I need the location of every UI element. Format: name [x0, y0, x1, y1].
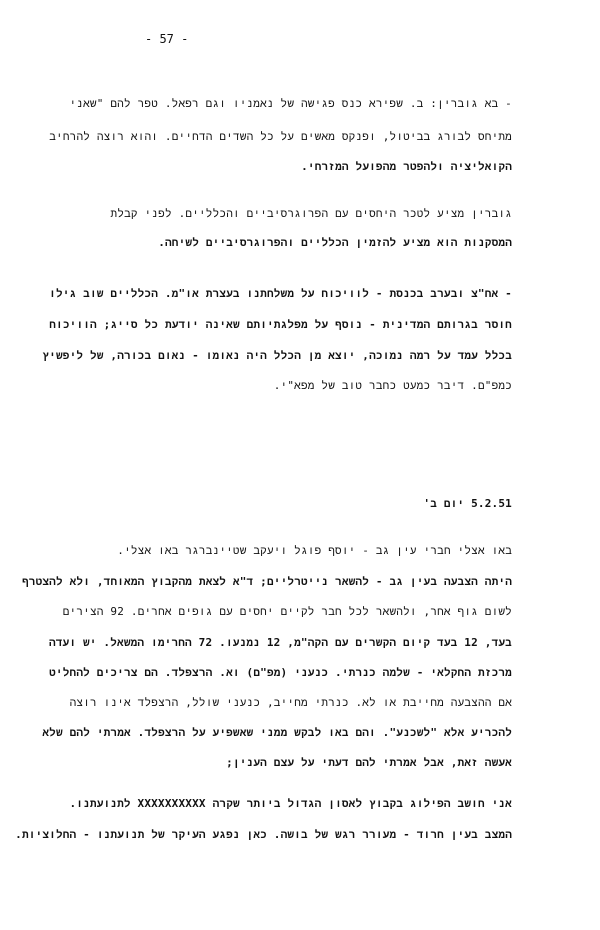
text-line: לשום גוף אחר, ולהשאר לכל חבר לקיים יחסים עם גופים אחרים. 92 הצירים	[62, 605, 512, 618]
text-line: גוברין מציע לטכר היחסים עם הפרוגרסיביים והכלליים. לפני קבלת	[110, 207, 512, 220]
text-line: אני חושב הפילוג בקבוץ לאסון הגדול ביותר שקרה XXXXXXXXXX לתנועתנו.	[69, 797, 512, 810]
text-line: בכלל עמד על רמה נמוכה, יוצא מן הכלל היה נאומו - נאום בכורה, של ליפשיץ	[42, 349, 512, 362]
text-line: המצב בעין חרוד - מעורר רגש של בושה. כאן נפגע העיקר של תנועתנו - החלוציות.	[15, 828, 512, 841]
page-number: - 57 -	[145, 32, 189, 46]
text-line: כמפ"ם. דיבר כמעט כחבר טוב של מפא"י.	[273, 379, 512, 392]
text-line: להכריע אלא "לשכנע". והם באו לבקש ממני שאשפיע על הרצפלד. אמרתי להם שלא	[42, 726, 512, 739]
text-line: אם ההצבעה מחייבת או לא. כנרתי מחייב, כנעני שולל, הרצפלד אינו רוצה	[69, 696, 512, 709]
text-line: באו אצלי חברי עין גב - יוסף פוגל ויעקב שטיינברגר באו אצלי.	[117, 544, 512, 557]
text-line: אעשה זאת, אבל אמרתי להם דעתי על עצם הענין;	[226, 756, 512, 769]
text-line: - בא גוברין: ב. שפירא כנס פגישה של נאמניו וגם רפאל. טפר להם "שאני	[69, 97, 512, 110]
text-line: חוסר בגרותם המדינית - נוסף על מפלגתיותם שאינה יודעת כל סייג; הוויכוח	[49, 318, 512, 331]
text-line: - אח"צ ובערב בכנסת - לוויכוח על משלחתנו בעצרת או"מ. הכלליים שוב גילו	[49, 287, 512, 300]
text-line: המסקנות הוא מציע להזמין הכלליים והפרוגרסיביים לשיחה.	[158, 236, 512, 249]
text-line: מרכזת החקלאי - שלמה כנרתי. כנעני (מפ"ם) וא. הרצפלד. הם צריכים להחליט	[49, 666, 512, 679]
text-line: הקואליציה ולהפטר מהפועל המזרחי.	[301, 160, 512, 173]
text-line: מתיחס לבורג בביטול, ופנקס מאשים על כל השדים הדחיים. והוא רוצה להרחיב	[49, 130, 512, 143]
text-line: היתה הצבעה בעין גב - להשאר נייטרליים; ד"א לצאת מהקבוץ המאוחד, ולא להצטרף	[21, 575, 512, 588]
text-line: בעד, 12 בעד קיום הקשרים עם הקה"מ, 12 נמנעו. 72 החרימו המשאל. יש ועדה	[48, 636, 512, 649]
date-header: 5.2.51 יום ב'	[423, 497, 512, 510]
